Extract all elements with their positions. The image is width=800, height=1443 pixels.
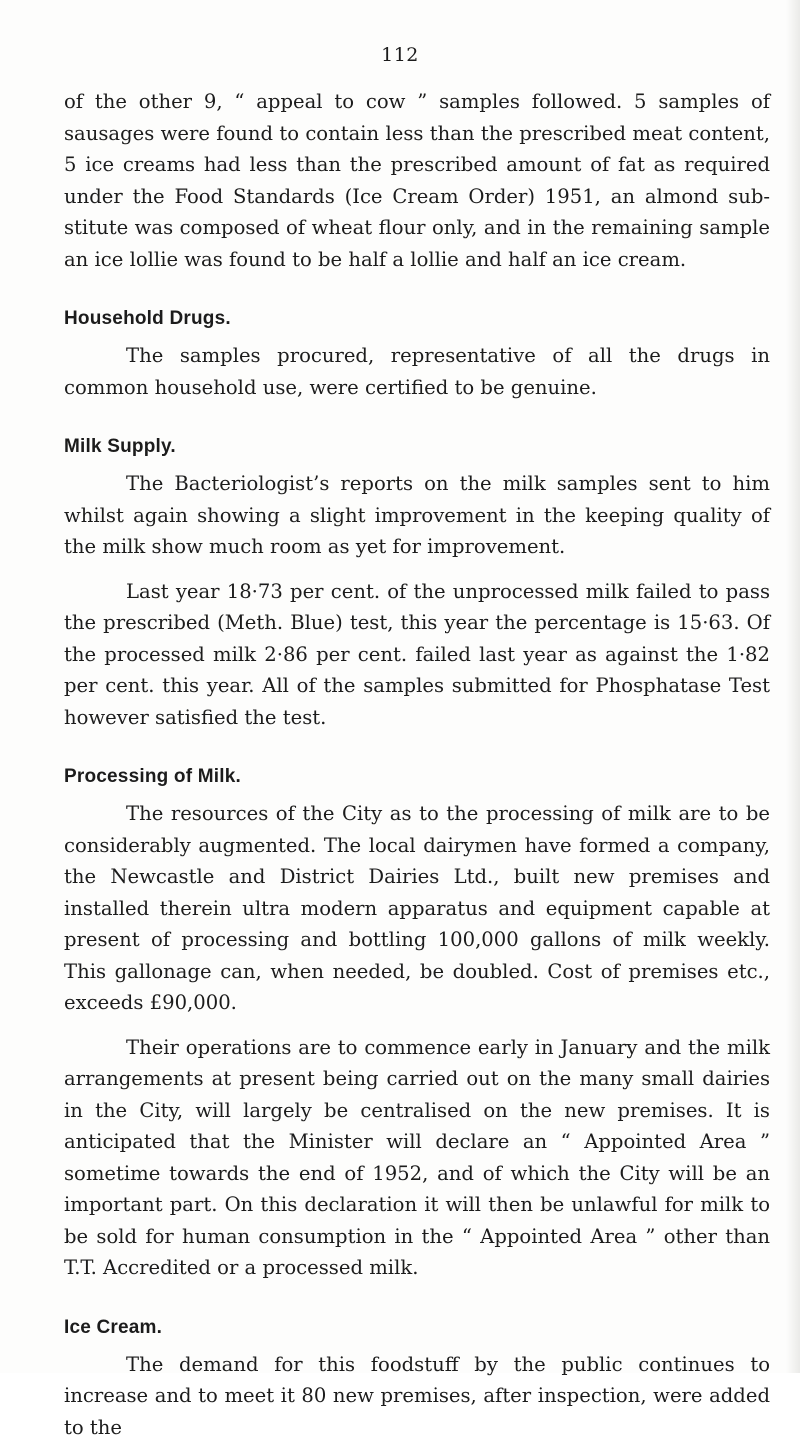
milk-supply-paragraph-2: Last year 18·73 per cent. of the unprocessed milk failed to pass the prescribed (Meth. Blue) test, this year the percentage is 15·63. Of the processed milk 2·86 per cent. failed last year as against the 1·82 per cent. this year. All of the samples submitted for Phosphatase Test however satisfied the test. <box>64 576 770 734</box>
heading-milk-supply: Milk Supply. <box>64 431 770 462</box>
heading-ice-cream: Ice Cream. <box>64 1312 770 1343</box>
processing-paragraph-1: The resources of the City as to the processing of milk are to be considerably augmented. The local dairymen have formed a company, the Newcastle and District Dairies Ltd., built new premises and installed therein ultra modern apparatus and equipment capable at present of processing and bottling 100,000 gallons of milk weekly. This gallonage can, when needed, be doubled. Cost of premises etc., exceeds £90,000. <box>64 798 770 1019</box>
household-drugs-paragraph: The samples procured, representative of all the drugs in common household use, were certified to be genuine. <box>64 340 770 403</box>
processing-paragraph-2: Their operations are to commence early in January and the milk arrangements at present being carried out on the many small dairies in the City, will largely be centralised on the new premises. It is anticipated that the Minister will declare an “ Appointed Area ” sometime towards the end of 1952, and of which the City will be an important part. On this declaration it will then be unlawful for milk to be sold for human consumption in the “ Appointed Area ” other than T.T. Accredited or a processed milk. <box>64 1032 770 1284</box>
page-edge-shadow <box>786 0 800 1373</box>
ice-cream-paragraph: The demand for this foodstuff by the public continues to increase and to meet it 80 new premises, after inspection, were added to the <box>64 1349 770 1443</box>
heading-household-drugs: Household Drugs. <box>64 303 770 334</box>
page-body <box>64 86 770 1443</box>
heading-processing-of-milk: Processing of Milk. <box>64 761 770 792</box>
page-number: 112 <box>0 44 800 66</box>
milk-supply-paragraph-1: The Bacteriologist’s reports on the milk samples sent to him whilst again showing a slight improvement in the keeping quality of the milk show much room as yet for improvement. <box>64 468 770 563</box>
intro-paragraph: of the other 9, “ appeal to cow ” samples followed. 5 samples of sausages were found to contain less than the prescribed meat content, 5 ice creams had less than the prescribed amount of fat as required under the Food Standards (Ice Cream Order) 1951, an almond sub- stitute was composed of wheat flour only, and in the remaining sample an ice lollie was found to be half a lollie and half an ice cream. <box>64 86 770 275</box>
